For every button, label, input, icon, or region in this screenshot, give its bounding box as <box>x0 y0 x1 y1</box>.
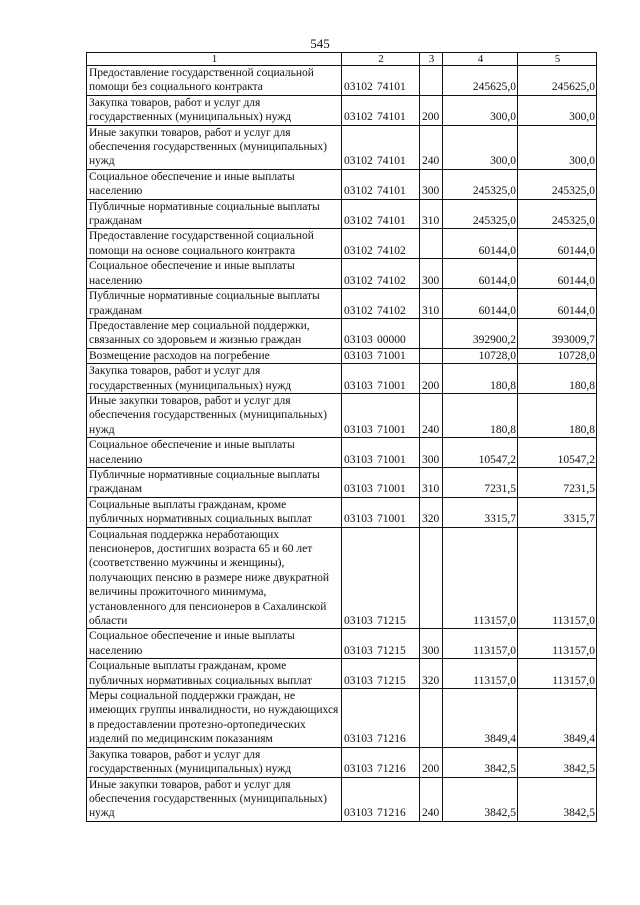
item-name: Закупка товаров, работ и услуг для государственных (муниципальных) нужд <box>87 747 342 777</box>
table-row <box>87 348 597 363</box>
item-name: Предоставление государственной социальной помощи без социального контракта <box>87 66 342 96</box>
page-number: 545 <box>310 36 330 51</box>
code-part-b: 74101 <box>377 111 406 124</box>
classification-code <box>342 629 420 659</box>
expense-type: 200 <box>420 95 443 125</box>
expense-type: 300 <box>420 169 443 199</box>
code-part-b: 71001 <box>377 349 406 362</box>
amount-col-4: 7231,5 <box>443 467 518 497</box>
table-row <box>87 199 597 229</box>
classification-code <box>342 259 420 289</box>
code-part-a: 03102 <box>344 274 373 287</box>
item-name: Социальное обеспечение и иные выплаты населению <box>87 259 342 289</box>
amount-col-4: 3849,4 <box>443 689 518 748</box>
code-part-a: 03103 <box>344 807 373 820</box>
classification-code <box>342 199 420 229</box>
classification-code <box>342 95 420 125</box>
table-row <box>87 497 597 527</box>
amount-col-5: 245625,0 <box>518 66 597 96</box>
expense-type: 310 <box>420 289 443 319</box>
classification-code <box>342 348 420 363</box>
amount-col-5: 3849,4 <box>518 689 597 748</box>
amount-col-5: 300,0 <box>518 125 597 169</box>
classification-code <box>342 777 420 821</box>
expense-type <box>420 689 443 748</box>
amount-col-4: 245625,0 <box>443 66 518 96</box>
expense-type: 320 <box>420 497 443 527</box>
table-row <box>87 289 597 319</box>
item-name: Меры социальной поддержки граждан, не имеющих группы инвалидности, но нуждающихся в предоставлении протезно-ортопедических изделий по медицинским показаниям <box>87 689 342 748</box>
amount-col-4: 180,8 <box>443 364 518 394</box>
table-row <box>87 318 597 348</box>
code-part-a: 03103 <box>344 483 373 496</box>
code-part-a: 03103 <box>344 453 373 466</box>
amount-col-4: 3842,5 <box>443 777 518 821</box>
classification-code <box>342 393 420 437</box>
amount-col-4: 10547,2 <box>443 438 518 468</box>
header-col-5: 5 <box>518 53 597 66</box>
header-col-4: 4 <box>443 53 518 66</box>
expense-type <box>420 66 443 96</box>
expense-type <box>420 318 443 348</box>
amount-col-5: 60144,0 <box>518 229 597 259</box>
amount-col-4: 113157,0 <box>443 659 518 689</box>
item-name: Публичные нормативные социальные выплаты гражданам <box>87 199 342 229</box>
classification-code <box>342 364 420 394</box>
expense-type <box>420 229 443 259</box>
amount-col-5: 180,8 <box>518 393 597 437</box>
expense-type: 320 <box>420 659 443 689</box>
expense-type: 310 <box>420 199 443 229</box>
classification-code <box>342 66 420 96</box>
classification-code <box>342 125 420 169</box>
amount-col-4: 245325,0 <box>443 169 518 199</box>
expense-type: 240 <box>420 125 443 169</box>
amount-col-5: 113157,0 <box>518 527 597 629</box>
table-row <box>87 527 597 629</box>
amount-col-5: 7231,5 <box>518 467 597 497</box>
amount-col-4: 60144,0 <box>443 229 518 259</box>
table-header-row <box>87 53 597 66</box>
code-part-b: 74102 <box>377 274 406 287</box>
expense-type: 200 <box>420 747 443 777</box>
amount-col-5: 10728,0 <box>518 348 597 363</box>
item-name: Закупка товаров, работ и услуг для государственных (муниципальных) нужд <box>87 364 342 394</box>
code-part-b: 71001 <box>377 483 406 496</box>
expense-type: 240 <box>420 393 443 437</box>
header-col-2: 2 <box>342 53 420 66</box>
code-part-b: 71001 <box>377 423 406 436</box>
item-name: Социальное обеспечение и иные выплаты населению <box>87 629 342 659</box>
amount-col-5: 60144,0 <box>518 259 597 289</box>
code-part-b: 71216 <box>377 733 406 746</box>
table-body <box>87 53 597 822</box>
classification-code <box>342 289 420 319</box>
code-part-a: 03102 <box>344 81 373 94</box>
item-name: Иные закупки товаров, работ и услуг для обеспечения государственных (муниципальных) нужд <box>87 125 342 169</box>
item-name: Социальное обеспечение и иные выплаты населению <box>87 438 342 468</box>
code-part-a: 03102 <box>344 185 373 198</box>
amount-col-4: 180,8 <box>443 393 518 437</box>
table-row <box>87 229 597 259</box>
code-part-b: 00000 <box>377 334 406 347</box>
code-part-b: 74101 <box>377 185 406 198</box>
code-part-b: 71215 <box>377 674 406 687</box>
code-part-a: 03103 <box>344 349 373 362</box>
amount-col-4: 60144,0 <box>443 289 518 319</box>
amount-col-4: 245325,0 <box>443 199 518 229</box>
amount-col-4: 392900,2 <box>443 318 518 348</box>
classification-code <box>342 527 420 629</box>
table-row <box>87 364 597 394</box>
classification-code <box>342 229 420 259</box>
code-part-a: 03103 <box>344 334 373 347</box>
code-part-a: 03103 <box>344 763 373 776</box>
amount-col-5: 3842,5 <box>518 747 597 777</box>
expense-type: 200 <box>420 364 443 394</box>
table-row <box>87 467 597 497</box>
item-name: Предоставление мер социальной поддержки, связанных со здоровьем и жизнью граждан <box>87 318 342 348</box>
amount-col-5: 300,0 <box>518 95 597 125</box>
expense-type: 300 <box>420 438 443 468</box>
amount-col-4: 113157,0 <box>443 629 518 659</box>
code-part-a: 03103 <box>344 733 373 746</box>
table-row <box>87 777 597 821</box>
amount-col-5: 113157,0 <box>518 629 597 659</box>
code-part-a: 03103 <box>344 674 373 687</box>
item-name: Предоставление государственной социальной помощи на основе социального контракта <box>87 229 342 259</box>
classification-code <box>342 467 420 497</box>
item-name: Иные закупки товаров, работ и услуг для обеспечения государственных (муниципальных) нужд <box>87 777 342 821</box>
item-name: Закупка товаров, работ и услуг для государственных (муниципальных) нужд <box>87 95 342 125</box>
table-row <box>87 659 597 689</box>
classification-code <box>342 659 420 689</box>
table-row <box>87 438 597 468</box>
amount-col-5: 10547,2 <box>518 438 597 468</box>
table-row <box>87 259 597 289</box>
table-row <box>87 95 597 125</box>
item-name: Возмещение расходов на погребение <box>87 348 342 363</box>
amount-col-4: 113157,0 <box>443 527 518 629</box>
table-row <box>87 747 597 777</box>
amount-col-4: 3842,5 <box>443 747 518 777</box>
code-part-b: 71001 <box>377 513 406 526</box>
item-name: Социальная поддержка неработающих пенсионеров, достигших возраста 65 и 60 лет (соответственно мужчины и женщины), получающих пенсию в размере ниже двукратной величины прожиточного минимума, установленного для пенсионеров в Сахалинской области <box>87 527 342 629</box>
expense-type: 240 <box>420 777 443 821</box>
code-part-a: 03103 <box>344 615 373 628</box>
code-part-b: 74101 <box>377 155 406 168</box>
table-row <box>87 169 597 199</box>
table-row <box>87 629 597 659</box>
item-name: Публичные нормативные социальные выплаты гражданам <box>87 467 342 497</box>
table-row <box>87 689 597 748</box>
code-part-b: 71001 <box>377 379 406 392</box>
code-part-b: 71216 <box>377 807 406 820</box>
amount-col-4: 300,0 <box>443 125 518 169</box>
code-part-a: 03103 <box>344 513 373 526</box>
classification-code <box>342 318 420 348</box>
code-part-a: 03102 <box>344 215 373 228</box>
amount-col-5: 3315,7 <box>518 497 597 527</box>
amount-col-5: 60144,0 <box>518 289 597 319</box>
item-name: Публичные нормативные социальные выплаты гражданам <box>87 289 342 319</box>
amount-col-5: 113157,0 <box>518 659 597 689</box>
amount-col-4: 3315,7 <box>443 497 518 527</box>
code-part-a: 03103 <box>344 644 373 657</box>
code-part-b: 71215 <box>377 615 406 628</box>
code-part-a: 03103 <box>344 379 373 392</box>
code-part-b: 71216 <box>377 763 406 776</box>
amount-col-4: 60144,0 <box>443 259 518 289</box>
table-row <box>87 393 597 437</box>
code-part-a: 03102 <box>344 304 373 317</box>
table-row <box>87 125 597 169</box>
amount-col-4: 10728,0 <box>443 348 518 363</box>
item-name: Социальное обеспечение и иные выплаты населению <box>87 169 342 199</box>
classification-code <box>342 689 420 748</box>
classification-code <box>342 438 420 468</box>
expense-type <box>420 348 443 363</box>
budget-table <box>86 52 597 822</box>
header-col-1: 1 <box>87 53 342 66</box>
item-name: Социальные выплаты гражданам, кроме публичных нормативных социальных выплат <box>87 659 342 689</box>
header-col-3: 3 <box>420 53 443 66</box>
classification-code <box>342 747 420 777</box>
item-name: Социальные выплаты гражданам, кроме публичных нормативных социальных выплат <box>87 497 342 527</box>
code-part-b: 74101 <box>377 81 406 94</box>
classification-code <box>342 169 420 199</box>
code-part-b: 74102 <box>377 244 406 257</box>
code-part-a: 03102 <box>344 155 373 168</box>
expense-type: 310 <box>420 467 443 497</box>
item-name: Иные закупки товаров, работ и услуг для обеспечения государственных (муниципальных) нужд <box>87 393 342 437</box>
code-part-a: 03102 <box>344 111 373 124</box>
code-part-a: 03103 <box>344 423 373 436</box>
amount-col-5: 180,8 <box>518 364 597 394</box>
code-part-a: 03102 <box>344 244 373 257</box>
expense-type: 300 <box>420 629 443 659</box>
table-row <box>87 66 597 96</box>
amount-col-4: 300,0 <box>443 95 518 125</box>
amount-col-5: 393009,7 <box>518 318 597 348</box>
expense-type <box>420 527 443 629</box>
amount-col-5: 245325,0 <box>518 169 597 199</box>
code-part-b: 74102 <box>377 304 406 317</box>
amount-col-5: 3842,5 <box>518 777 597 821</box>
code-part-b: 71215 <box>377 644 406 657</box>
code-part-b: 71001 <box>377 453 406 466</box>
amount-col-5: 245325,0 <box>518 199 597 229</box>
code-part-b: 74101 <box>377 215 406 228</box>
expense-type: 300 <box>420 259 443 289</box>
classification-code <box>342 497 420 527</box>
